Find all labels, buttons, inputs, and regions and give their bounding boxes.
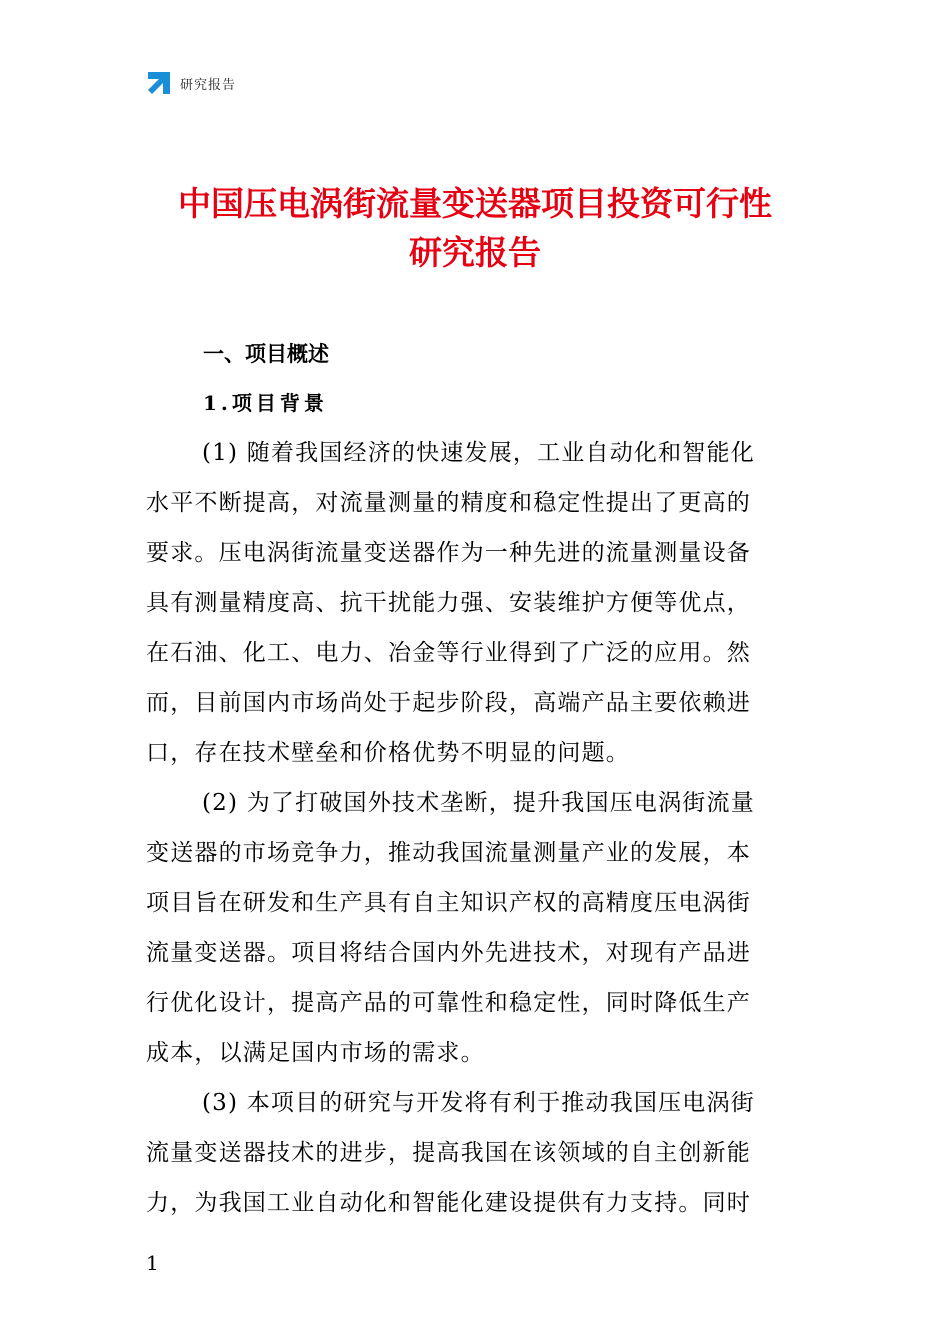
paragraph-line: 流量变送器。项目将结合国内外先进技术，对现有产品进: [146, 940, 751, 966]
paragraph-line: 力，为我国工业自动化和智能化建设提供有力支持。同时: [146, 1190, 751, 1216]
paragraph-line: 口，存在技术壁垒和价格优势不明显的问题。: [146, 740, 630, 766]
page-number: 1: [146, 1251, 159, 1275]
paragraph-line: 具有测量精度高、抗干扰能力强、安装维护方便等优点，: [146, 590, 751, 616]
section-heading: 一、项目概述: [203, 342, 329, 366]
paragraph-line: 在石油、化工、电力、冶金等行业得到了广泛的应用。然: [146, 640, 751, 666]
paragraph-3: [146, 1078, 808, 1228]
paragraph-line: 项目旨在研发和生产具有自主知识产权的高精度压电涡街: [146, 890, 751, 916]
document-title-line-2: 研究报告: [409, 233, 541, 272]
paragraph-line: (3) 本项目的研究与开发将有利于推动我国压电涡街: [202, 1090, 755, 1116]
paragraph-line: 变送器的市场竞争力，推动我国流量测量产业的发展，本: [146, 840, 751, 866]
paragraph-1: [146, 428, 808, 778]
paragraph-2: [146, 778, 808, 1078]
document-title-line-1: 中国压电涡街流量变送器项目投资可行性: [178, 184, 772, 223]
paragraph-line: 行优化设计，提高产品的可靠性和稳定性，同时降低生产: [146, 990, 751, 1016]
paragraph-line: 要求。压电涡街流量变送器作为一种先进的流量测量设备: [146, 540, 751, 566]
paragraph-line: (2) 为了打破国外技术垄断，提升我国压电涡街流量: [202, 790, 755, 816]
document-header: [146, 70, 236, 96]
paragraph-line: (1) 随着我国经济的快速发展，工业自动化和智能化: [202, 440, 755, 466]
paragraph-line: 而，目前国内市场尚处于起步阶段，高端产品主要依赖进: [146, 690, 751, 716]
header-label: 研究报告: [180, 77, 237, 93]
sub-heading: 1.项目背景: [203, 391, 328, 415]
arrow-up-right-icon: [146, 70, 172, 96]
paragraph-line: 流量变送器技术的进步，提高我国在该领域的自主创新能: [146, 1140, 751, 1166]
paragraph-line: 成本，以满足国内市场的需求。: [146, 1040, 485, 1066]
paragraph-line: 水平不断提高，对流量测量的精度和稳定性提出了更高的: [146, 490, 751, 516]
